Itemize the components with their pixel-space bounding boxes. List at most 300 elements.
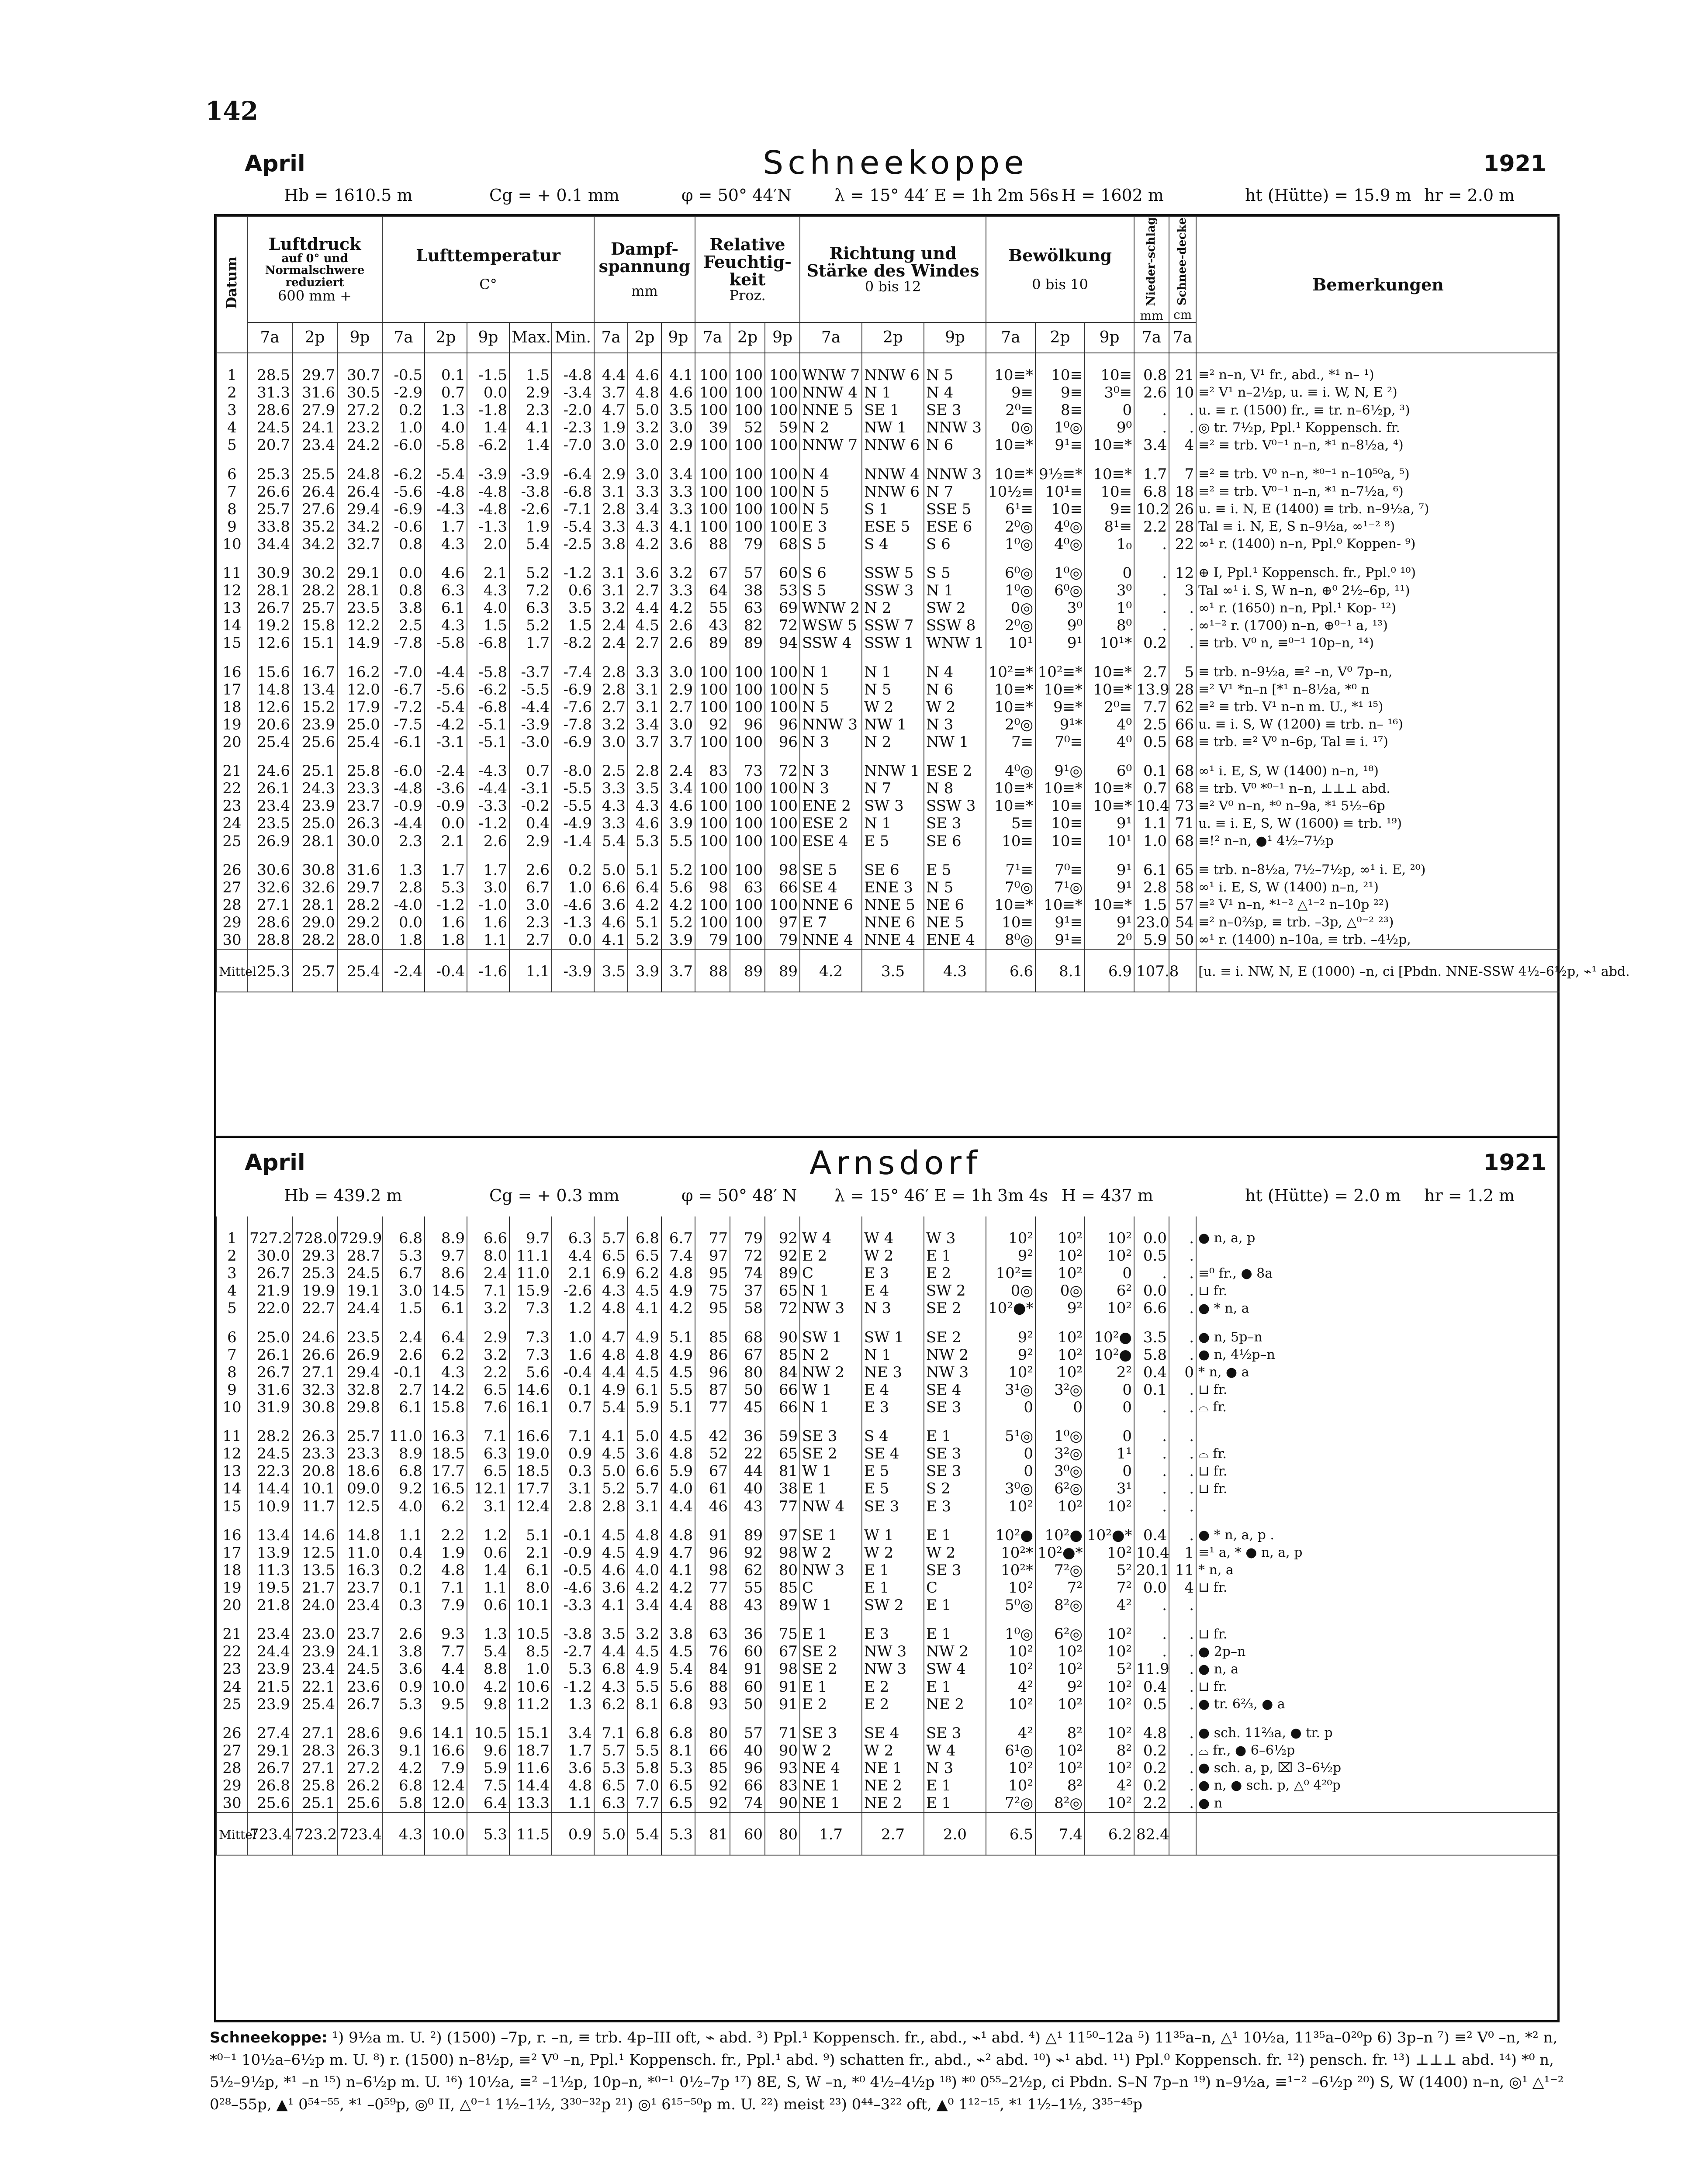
mean-t2: -0.4: [425, 949, 467, 992]
mean-v2: 5.4: [628, 1812, 661, 1855]
cell-t2: 7.9: [425, 1759, 467, 1777]
mean-v9: 5.3: [661, 1812, 695, 1855]
cell-h7: 93: [695, 1696, 730, 1713]
cell-t2: 6.3: [425, 582, 467, 599]
cell-h7: 77: [695, 1579, 730, 1597]
cell-v9: 8.1: [661, 1742, 695, 1759]
cell-c2: 9⁰: [1035, 617, 1085, 634]
cell-c9: 10²: [1085, 1498, 1134, 1515]
cell-c9: 9¹: [1085, 815, 1134, 832]
feucht-header: [695, 217, 800, 322]
cell-c7: 1⁰◎: [986, 536, 1035, 553]
cell-t2: 7.7: [425, 1643, 467, 1660]
cell-c9: 10²: [1085, 1216, 1134, 1247]
time-header-t2-1: 2p: [292, 322, 337, 353]
cell-c2: 4⁰◎: [1035, 536, 1085, 553]
cell-tmin: 3.5: [552, 599, 594, 617]
cell-w7: NNE 6: [800, 896, 862, 914]
cell-t9: 1.1: [467, 1579, 509, 1597]
cell-c9: 10≡*: [1085, 454, 1134, 483]
cell-p7: 11.3: [247, 1562, 292, 1579]
cell-h2: 55: [730, 1579, 765, 1597]
cell-remarks: [1196, 1597, 1560, 1614]
cell-w7: N 3: [800, 733, 862, 751]
cell-c7: 3⁰◎: [986, 1480, 1035, 1497]
cell-p2: 31.6: [292, 384, 337, 401]
cell-p2: 22.1: [292, 1678, 337, 1696]
cell-h9: 85: [765, 1346, 800, 1364]
cell-p7: 25.7: [247, 501, 292, 518]
cell-h9: 92: [765, 1216, 800, 1247]
table-row: [217, 733, 1560, 751]
cell-tmin: -7.0: [552, 436, 594, 454]
cell-v9: 4.2: [661, 1579, 695, 1597]
table-row: [217, 1562, 1560, 1579]
cell-h9: 100: [765, 780, 800, 797]
cell-w9: SE 3: [924, 1445, 986, 1462]
cell-h2: 89: [730, 634, 765, 652]
cell-t9: 1.4: [467, 419, 509, 436]
cell-w7: E 1: [800, 1480, 862, 1497]
cell-c7: 10≡*: [986, 780, 1035, 797]
cell-w7: SE 1: [800, 1515, 862, 1544]
cell-p2: 32.6: [292, 879, 337, 896]
cell-p2: 15.2: [292, 698, 337, 716]
cell-h2: 60: [730, 1643, 765, 1660]
cell-c9: 10≡*: [1085, 652, 1134, 681]
cell-v9: 4.7: [661, 1544, 695, 1562]
cell-w9: SW 2: [924, 1282, 986, 1299]
cell-v2: 4.4: [628, 599, 661, 617]
footnotes: [210, 2027, 1564, 2116]
cell-v2: 3.0: [628, 454, 661, 483]
cell-c7: 10²: [986, 1579, 1035, 1597]
cell-p7: 23.4: [247, 797, 292, 815]
cell-h2: 37: [730, 1282, 765, 1299]
cell-h9: 90: [765, 1794, 800, 1812]
cell-remarks: ● n, a, p: [1196, 1216, 1560, 1247]
cell-v7: 2.8: [594, 652, 628, 681]
cell-t2: -5.4: [425, 698, 467, 716]
cell-t9: -4.8: [467, 501, 509, 518]
cell-p9: 26.3: [337, 815, 382, 832]
table-row: [217, 1579, 1560, 1597]
cell-w2: NNW 6: [862, 436, 924, 454]
cell-remarks: [1196, 1247, 1560, 1265]
cell-c2: 3⁰◎: [1035, 1462, 1085, 1480]
cell-snow: .: [1169, 1794, 1196, 1812]
cell-remarks: ≡² ≡ trb. V⁰⁻¹ n–n, *¹ n–7½a, ⁶): [1196, 483, 1560, 501]
cell-t2: 1.8: [425, 931, 467, 949]
cell-t7: -5.6: [382, 483, 425, 501]
cell-day: 30: [217, 931, 247, 949]
cell-p2: 25.0: [292, 815, 337, 832]
cell-p9: 11.0: [337, 1544, 382, 1562]
cell-p9: 16.2: [337, 652, 382, 681]
cell-t7: -7.8: [382, 634, 425, 652]
cell-c7: 7¹≡: [986, 850, 1035, 879]
cell-p2: 23.9: [292, 716, 337, 733]
cell-t7: 3.0: [382, 1282, 425, 1299]
cell-h7: 88: [695, 536, 730, 553]
cell-c7: 3¹◎: [986, 1381, 1035, 1399]
cell-v2: 5.0: [628, 1416, 661, 1445]
table-row: [217, 1462, 1560, 1480]
cell-tmin: 1.2: [552, 1299, 594, 1317]
cell-t9: 1.1: [467, 931, 509, 949]
cell-v7: 4.8: [594, 1346, 628, 1364]
cell-p2: 24.6: [292, 1317, 337, 1346]
cell-tmin: -5.4: [552, 518, 594, 536]
cell-tmax: 6.3: [509, 599, 552, 617]
cell-t9: 6.4: [467, 1794, 509, 1812]
cell-v9: 4.5: [661, 1643, 695, 1660]
cell-t7: -6.9: [382, 501, 425, 518]
cell-v2: 5.8: [628, 1759, 661, 1777]
cell-h9: 90: [765, 1742, 800, 1759]
cell-snow: .: [1169, 617, 1196, 634]
cell-tmin: -6.9: [552, 733, 594, 751]
cell-remarks: ● n, a: [1196, 1660, 1560, 1678]
cell-v7: 5.4: [594, 1399, 628, 1416]
cell-h2: 89: [730, 1515, 765, 1544]
cell-c2: 10²: [1035, 1216, 1085, 1247]
cell-v9: 5.2: [661, 850, 695, 879]
cell-h2: 100: [730, 833, 765, 850]
cell-tmax: -3.7: [509, 652, 552, 681]
cell-v2: 3.1: [628, 1498, 661, 1515]
cell-h9: 100: [765, 652, 800, 681]
cell-p2: 22.7: [292, 1299, 337, 1317]
cell-h2: 100: [730, 483, 765, 501]
cell-h9: 98: [765, 1660, 800, 1678]
cell-p9: 29.7: [337, 879, 382, 896]
cell-t7: -6.0: [382, 436, 425, 454]
cell-v2: 7.7: [628, 1794, 661, 1812]
cell-tmax: 5.2: [509, 553, 552, 582]
cell-tmin: -7.8: [552, 716, 594, 733]
cell-c2: 1⁰◎: [1035, 419, 1085, 436]
table-row: [217, 1247, 1560, 1265]
cell-c2: 8²: [1035, 1777, 1085, 1794]
cell-v9: 4.1: [661, 1562, 695, 1579]
table-row: [217, 1445, 1560, 1462]
cell-precip: 2.7: [1134, 652, 1169, 681]
cell-remarks: ⊔ fr.: [1196, 1282, 1560, 1299]
cell-w2: E 2: [862, 1678, 924, 1696]
mean-p9: 723.4: [337, 1812, 382, 1855]
cell-p9: 24.8: [337, 454, 382, 483]
cell-t9: -1.5: [467, 353, 509, 384]
cell-p7: 24.4: [247, 1643, 292, 1660]
cell-w9: NW 3: [924, 1364, 986, 1381]
cell-w2: N 1: [862, 652, 924, 681]
cell-c2: 9¹*: [1035, 716, 1085, 733]
cell-v7: 3.0: [594, 436, 628, 454]
cell-v2: 3.3: [628, 652, 661, 681]
cell-p7: 26.7: [247, 1759, 292, 1777]
cell-c9: 7²: [1085, 1579, 1134, 1597]
cell-w2: SE 6: [862, 850, 924, 879]
cell-c7: 10≡*: [986, 454, 1035, 483]
cell-w2: N 2: [862, 733, 924, 751]
cell-w2: NE 2: [862, 1794, 924, 1812]
cell-remarks: ≡² n–n, V¹ fr., abd., *¹ n– ¹): [1196, 353, 1560, 384]
cell-v2: 2.7: [628, 634, 661, 652]
cell-c2: 10≡*: [1035, 681, 1085, 698]
cell-tmax: -3.8: [509, 483, 552, 501]
cell-t9: 2.9: [467, 1317, 509, 1346]
cell-p2: 30.2: [292, 553, 337, 582]
cell-p9: 23.5: [337, 1317, 382, 1346]
cell-p7: 28.2: [247, 1416, 292, 1445]
cell-p2: 27.1: [292, 1759, 337, 1777]
cell-p2: 25.3: [292, 1265, 337, 1282]
top-station-name: Schneekoppe: [763, 144, 1028, 182]
cell-t2: 9.3: [425, 1614, 467, 1643]
cell-p2: 29.7: [292, 353, 337, 384]
cell-v9: 4.8: [661, 1265, 695, 1282]
cell-c7: 2⁰≡: [986, 401, 1035, 419]
cell-h9: 72: [765, 751, 800, 780]
cell-v7: 3.6: [594, 1579, 628, 1597]
cell-remarks: [1196, 1498, 1560, 1515]
cell-v9: 5.6: [661, 1678, 695, 1696]
cell-w9: E 1: [924, 1678, 986, 1696]
page-number: 142: [205, 96, 259, 126]
cell-day: 3: [217, 1265, 247, 1282]
cell-v2: 5.9: [628, 1399, 661, 1416]
cell-p7: 34.4: [247, 536, 292, 553]
schnee-unit: cm: [1173, 308, 1192, 322]
cell-c7: 0◎: [986, 599, 1035, 617]
cell-snow: .: [1169, 1381, 1196, 1399]
cell-precip: 0.0: [1134, 1579, 1169, 1597]
cell-c7: 10¹: [986, 634, 1035, 652]
cell-h7: 100: [695, 353, 730, 384]
cell-tmax: 4.1: [509, 419, 552, 436]
cell-t9: -6.8: [467, 634, 509, 652]
cell-v9: 4.6: [661, 384, 695, 401]
cell-t2: 16.5: [425, 1480, 467, 1497]
cell-p7: 24.6: [247, 751, 292, 780]
cell-w7: N 1: [800, 1399, 862, 1416]
table-row: [217, 634, 1560, 652]
cell-h2: 80: [730, 1364, 765, 1381]
cell-v7: 5.2: [594, 1480, 628, 1497]
cell-t9: 6.6: [467, 1216, 509, 1247]
cell-c9: 9¹: [1085, 879, 1134, 896]
cell-v2: 4.2: [628, 896, 661, 914]
cell-t9: -6.2: [467, 681, 509, 698]
cell-precip: .: [1134, 553, 1169, 582]
cell-day: 10: [217, 536, 247, 553]
cell-p9: 23.4: [337, 1597, 382, 1614]
cell-w9: N 3: [924, 1759, 986, 1777]
cell-h2: 100: [730, 698, 765, 716]
cell-w7: E 1: [800, 1678, 862, 1696]
cell-p9: 30.5: [337, 384, 382, 401]
cell-remarks: ⌓ fr.: [1196, 1399, 1560, 1416]
cell-p9: 25.7: [337, 1416, 382, 1445]
cell-remarks: ⊔ fr.: [1196, 1579, 1560, 1597]
cell-p9: 25.0: [337, 716, 382, 733]
cell-remarks: Tal ≡ i. N, E, S n–9½a, ∞¹⁻² ⁸): [1196, 518, 1560, 536]
cell-remarks: ≡ trb. V⁰ n, ≡⁰⁻¹ 10p–n, ¹⁴): [1196, 634, 1560, 652]
cell-t9: 1.7: [467, 850, 509, 879]
cell-w2: NW 1: [862, 419, 924, 436]
cell-w2: E 1: [862, 1579, 924, 1597]
cell-h7: 97: [695, 1247, 730, 1265]
cell-c7: 10≡*: [986, 896, 1035, 914]
cell-day: 12: [217, 1445, 247, 1462]
cell-precip: .: [1134, 599, 1169, 617]
cell-day: 15: [217, 634, 247, 652]
cell-t9: 1.2: [467, 1515, 509, 1544]
cell-precip: 0.5: [1134, 1696, 1169, 1713]
cell-h9: 66: [765, 1381, 800, 1399]
cell-v9: 4.4: [661, 1597, 695, 1614]
cell-precip: 1.0: [1134, 833, 1169, 850]
cell-snow: 22: [1169, 536, 1196, 553]
bewoelkung-label: Bewölkung: [1008, 245, 1112, 266]
mean-c9: 6.2: [1085, 1812, 1134, 1855]
cell-v7: 5.4: [594, 833, 628, 850]
cell-w7: N 5: [800, 483, 862, 501]
mean-tmax: 11.5: [509, 1812, 552, 1855]
cell-v7: 4.4: [594, 353, 628, 384]
cell-w9: N 5: [924, 879, 986, 896]
cell-h7: 100: [695, 652, 730, 681]
cell-h9: 100: [765, 518, 800, 536]
cell-snow: 28: [1169, 681, 1196, 698]
cell-w2: S 4: [862, 1416, 924, 1445]
cell-remarks: u. ≡ i. S, W (1200) ≡ trb. n– ¹⁶): [1196, 716, 1560, 733]
cell-t7: 2.6: [382, 1614, 425, 1643]
cell-t7: 2.5: [382, 617, 425, 634]
cell-h9: 59: [765, 1416, 800, 1445]
cell-c2: 0: [1035, 1399, 1085, 1416]
cell-snow: .: [1169, 1416, 1196, 1445]
cell-p7: 30.0: [247, 1247, 292, 1265]
cell-t7: 6.8: [382, 1777, 425, 1794]
cell-h2: 100: [730, 436, 765, 454]
cell-v2: 4.8: [628, 1346, 661, 1364]
cell-p7: 26.1: [247, 780, 292, 797]
luftdruck-unit: 600 mm +: [278, 287, 352, 304]
dampf-header: [594, 217, 695, 322]
cell-h2: 68: [730, 1317, 765, 1346]
cell-w7: S 5: [800, 582, 862, 599]
cell-v9: 4.0: [661, 1480, 695, 1497]
cell-precip: 2.5: [1134, 716, 1169, 733]
cell-p2: 25.6: [292, 733, 337, 751]
cell-c2: 10²: [1035, 1498, 1085, 1515]
cell-w9: NE 2: [924, 1696, 986, 1713]
mean-p7: 25.3: [247, 949, 292, 992]
cell-snow: 4: [1169, 436, 1196, 454]
cell-t2: 4.3: [425, 617, 467, 634]
cell-h9: 91: [765, 1678, 800, 1696]
cell-c2: 10≡: [1035, 815, 1085, 832]
cell-remarks: ● * n, a, p .: [1196, 1515, 1560, 1544]
cell-snow: 21: [1169, 353, 1196, 384]
cell-c9: 1₀: [1085, 536, 1134, 553]
cell-w9: SE 2: [924, 1299, 986, 1317]
cell-p9: 29.4: [337, 501, 382, 518]
cell-c7: 10²: [986, 1498, 1035, 1515]
cell-v9: 3.3: [661, 483, 695, 501]
cell-c9: 4²: [1085, 1597, 1134, 1614]
cell-v2: 4.5: [628, 617, 661, 634]
cell-v7: 7.1: [594, 1713, 628, 1742]
cell-w7: NW 3: [800, 1562, 862, 1579]
cell-tmin: 4.4: [552, 1247, 594, 1265]
cell-w9: NNW 3: [924, 454, 986, 483]
cell-t2: 8.6: [425, 1265, 467, 1282]
cell-c7: 6¹≡: [986, 501, 1035, 518]
cell-v7: 4.1: [594, 931, 628, 949]
cell-day: 6: [217, 1317, 247, 1346]
cell-h2: 58: [730, 1299, 765, 1317]
cell-c9: 4⁰: [1085, 733, 1134, 751]
cell-snow: 10: [1169, 384, 1196, 401]
cell-w7: SE 2: [800, 1445, 862, 1462]
cell-v7: 4.1: [594, 1597, 628, 1614]
cell-v7: 4.6: [594, 1562, 628, 1579]
cell-c7: 0: [986, 1462, 1035, 1480]
cell-p9: 23.7: [337, 797, 382, 815]
cell-t2: 12.4: [425, 1777, 467, 1794]
cell-w9: S 6: [924, 536, 986, 553]
cell-remarks: ⊔ fr.: [1196, 1678, 1560, 1696]
cell-h7: 89: [695, 634, 730, 652]
cell-p7: 26.7: [247, 599, 292, 617]
cell-snow: .: [1169, 1299, 1196, 1317]
cell-p9: 29.8: [337, 1399, 382, 1416]
cell-w7: SE 4: [800, 879, 862, 896]
cell-tmax: 5.6: [509, 1364, 552, 1381]
cell-w2: NW 3: [862, 1660, 924, 1678]
bottom-const-h: H = 437 m: [1062, 1186, 1153, 1205]
cell-snow: 65: [1169, 850, 1196, 879]
cell-h7: 100: [695, 681, 730, 698]
cell-w7: SSW 4: [800, 634, 862, 652]
cell-c7: 10≡*: [986, 681, 1035, 698]
cell-p2: 28.3: [292, 1742, 337, 1759]
cell-w9: E 1: [924, 1247, 986, 1265]
cell-v7: 1.9: [594, 419, 628, 436]
cell-p9: 25.4: [337, 733, 382, 751]
cell-remarks: u. ≡ i. E, S, W (1600) ≡ trb. ¹⁹): [1196, 815, 1560, 832]
cell-h9: 98: [765, 850, 800, 879]
cell-tmin: 0.3: [552, 1462, 594, 1480]
cell-tmin: -0.1: [552, 1515, 594, 1544]
cell-w2: W 2: [862, 1742, 924, 1759]
cell-c7: 8⁰◎: [986, 931, 1035, 949]
cell-t7: 0.0: [382, 914, 425, 931]
cell-h9: 38: [765, 1480, 800, 1497]
cell-t7: 11.0: [382, 1416, 425, 1445]
cell-t7: 5.3: [382, 1247, 425, 1265]
cell-w2: N 1: [862, 815, 924, 832]
cell-p9: 19.1: [337, 1282, 382, 1299]
cell-w2: N 3: [862, 1299, 924, 1317]
cell-c9: 0: [1085, 1462, 1134, 1480]
cell-h2: 100: [730, 733, 765, 751]
cell-w2: W 1: [862, 1515, 924, 1544]
cell-v7: 4.4: [594, 1364, 628, 1381]
